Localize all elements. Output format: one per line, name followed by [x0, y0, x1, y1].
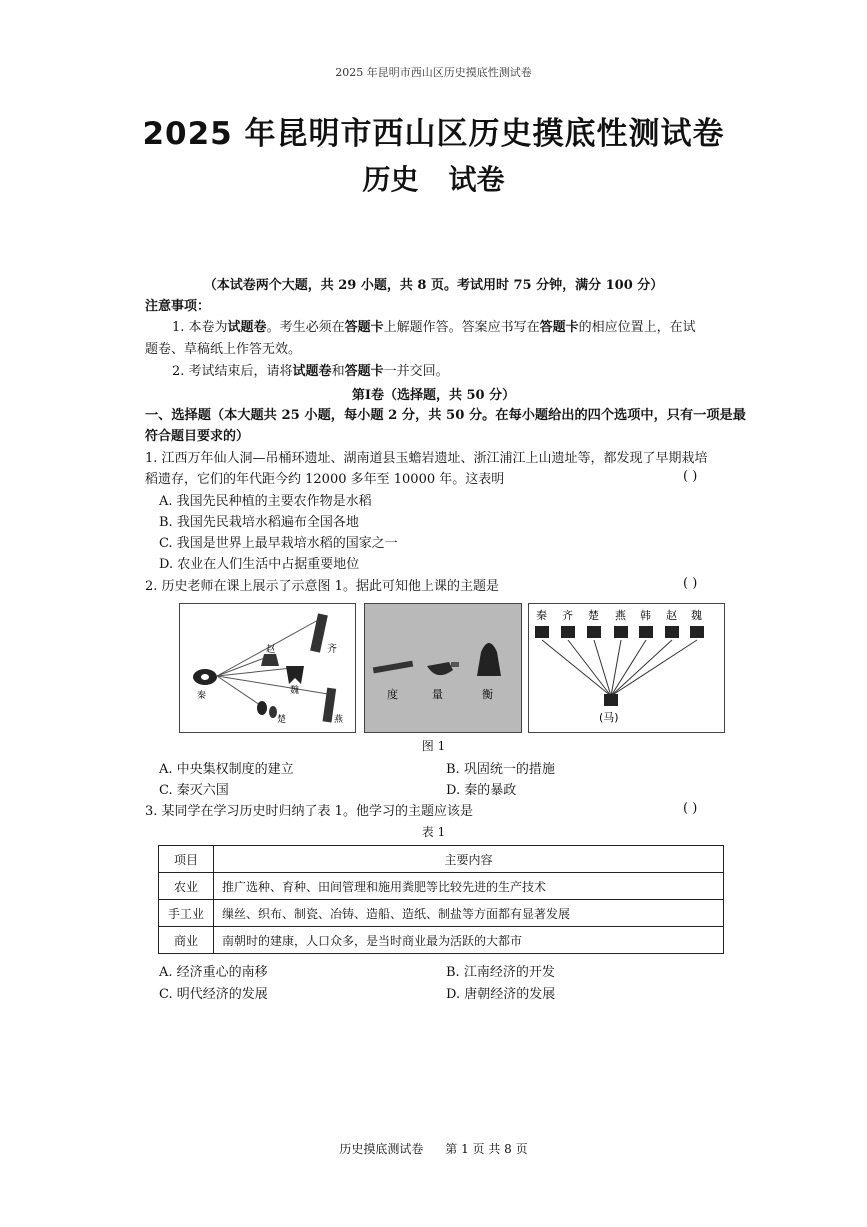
q2-answer-blank[interactable]: ( ): [683, 576, 698, 591]
label-du: 度: [387, 688, 398, 701]
q2-option-a[interactable]: A. 中央集权制度的建立: [159, 762, 294, 777]
ruler-icon: [373, 661, 413, 674]
measures-diagram: [365, 604, 521, 732]
state-qi: 齐: [562, 609, 573, 622]
q1-stem-line1: 1. 江西万年仙人洞—吊桶环遗址、湖南道县玉蟾岩遗址、浙江浦江上山遗址等，都发现了早期栽培: [145, 451, 708, 466]
q1-answer-blank[interactable]: ( ): [683, 469, 698, 484]
label-liang: 量: [432, 688, 443, 701]
q2-option-b[interactable]: B. 巩固统一的措施: [446, 762, 555, 777]
glyph-icon: [535, 626, 549, 638]
page-subtitle: [0, 158, 867, 198]
table-caption: 表 1: [421, 825, 446, 839]
measure-ladle-icon: [427, 662, 453, 675]
label-yan: 燕: [334, 715, 344, 725]
notice-item-1: 1. 本卷为试题卷。考生必须在答题卡上解题作答。答案应书写在答题卡的相应位置上，在试: [172, 320, 696, 335]
qi-knife-coin-icon: [310, 613, 328, 652]
state-han: 韩: [640, 609, 651, 622]
q3-option-c[interactable]: C. 明代经济的发展: [159, 987, 268, 1002]
q1-option-c[interactable]: C. 我国是世界上最早栽培水稻的国家之一: [159, 536, 398, 551]
q3-option-d[interactable]: D. 唐朝经济的发展: [446, 987, 556, 1002]
q1-option-d[interactable]: D. 农业在人们生活中占据重要地位: [159, 557, 360, 572]
footer-page-number: 第 1 页 共 8 页: [445, 1142, 528, 1156]
state-chu: 楚: [588, 609, 599, 622]
q3-option-a[interactable]: A. 经济重心的南移: [159, 965, 268, 980]
notice-item-1-cont: 题卷、草稿纸上作答无效。: [145, 342, 302, 357]
state-qin: 秦: [536, 609, 547, 622]
q2-stem: 2. 历史老师在课上展示了示意图 1。据此可知他上课的主题是: [145, 579, 499, 594]
label-wei: 魏: [290, 686, 300, 696]
part1-heading-cont: 符合题目要求的）: [145, 429, 250, 444]
label-heng: 衡: [482, 688, 493, 701]
coin-diagram: [180, 604, 355, 732]
table-row: 手工业 缫丝、织布、制瓷、冶铸、造船、造纸、制盐等方面都有显著发展: [159, 900, 724, 927]
glyph-icon: [561, 626, 575, 638]
table-1: [158, 845, 724, 954]
q3-stem: 3. 某同学在学习历史时归纳了表 1。他学习的主题应该是: [145, 804, 473, 819]
figure-panel-coins: [179, 603, 356, 733]
state-yan: 燕: [615, 609, 626, 622]
part1-heading: 一、选择题（本大题共 25 小题，每小题 2 分，共 50 分。在每小题给出的四个选项中，只有一项是最: [145, 408, 746, 423]
q1-stem-line2: 稻遗存，它们的年代距今约 12000 多年至 10000 年。这表明: [145, 472, 505, 487]
label-qin: 秦: [197, 691, 207, 701]
page-title: 2025 年昆明市西山区历史摸底性测试卷: [142, 116, 725, 152]
table-header-row: 项目 主要内容: [159, 846, 724, 873]
notice-heading: 注意事项：: [145, 299, 211, 314]
footer-title: 历史摸底测试卷: [339, 1142, 424, 1156]
q1-option-b[interactable]: B. 我国先民栽培水稻遍布全国各地: [159, 515, 359, 530]
q3-answer-blank[interactable]: ( ): [683, 801, 698, 816]
unified-glyph-icon: [604, 694, 618, 706]
page-footer: [0, 1140, 867, 1157]
glyph-icon: [639, 626, 653, 638]
table-row: 农业 推广选种、育种、田间管理和施用粪肥等比较先进的生产技术: [159, 873, 724, 900]
label-chu: 楚: [277, 715, 287, 725]
notice-item-2: 2. 考试结束后，请将试题卷和答题卡一并交回。: [172, 364, 449, 379]
state-zhao: 赵: [666, 609, 677, 622]
glyph-icon: [690, 626, 704, 638]
running-head: 2025 年昆明市西山区历史摸底性测试卷: [335, 66, 532, 79]
glyph-icon: [587, 626, 601, 638]
figure-panel-scripts: [528, 603, 725, 733]
label-qi: 齐: [327, 644, 337, 655]
subtitle-paper: 试卷: [448, 163, 505, 196]
glyph-icon: [614, 626, 628, 638]
label-ma: (马): [599, 711, 619, 724]
q3-option-b[interactable]: B. 江南经济的开发: [446, 965, 555, 980]
zhao-spade-coin-icon: [261, 654, 279, 666]
q2-option-d[interactable]: D. 秦的暴政: [446, 783, 517, 798]
wei-spade-coin-icon: [286, 666, 304, 684]
ancient-glyph-row: [535, 626, 704, 638]
q2-option-c[interactable]: C. 秦灭六国: [159, 783, 229, 798]
scripts-diagram: [529, 604, 724, 732]
section-heading: 第Ⅰ卷（选择题，共 50 分）: [351, 388, 516, 403]
chu-ant-nose-coin-icon: [257, 701, 267, 715]
figure-panel-measures: [364, 603, 522, 733]
figure-caption: 图 1: [421, 739, 446, 753]
exam-info: （本试卷两个大题，共 29 小题，共 8 页。考试用时 75 分钟，满分 100 分）: [203, 278, 664, 293]
glyph-icon: [665, 626, 679, 638]
q1-option-a[interactable]: A. 我国先民种植的主要农作物是水稻: [159, 494, 372, 509]
state-wei: 魏: [691, 609, 702, 622]
weight-icon: [477, 643, 501, 676]
subtitle-subject: 历史: [362, 163, 419, 196]
table-row: 商业 南朝时的建康，人口众多，是当时商业最为活跃的大都市: [159, 927, 724, 954]
label-zhao: 赵: [266, 645, 276, 655]
